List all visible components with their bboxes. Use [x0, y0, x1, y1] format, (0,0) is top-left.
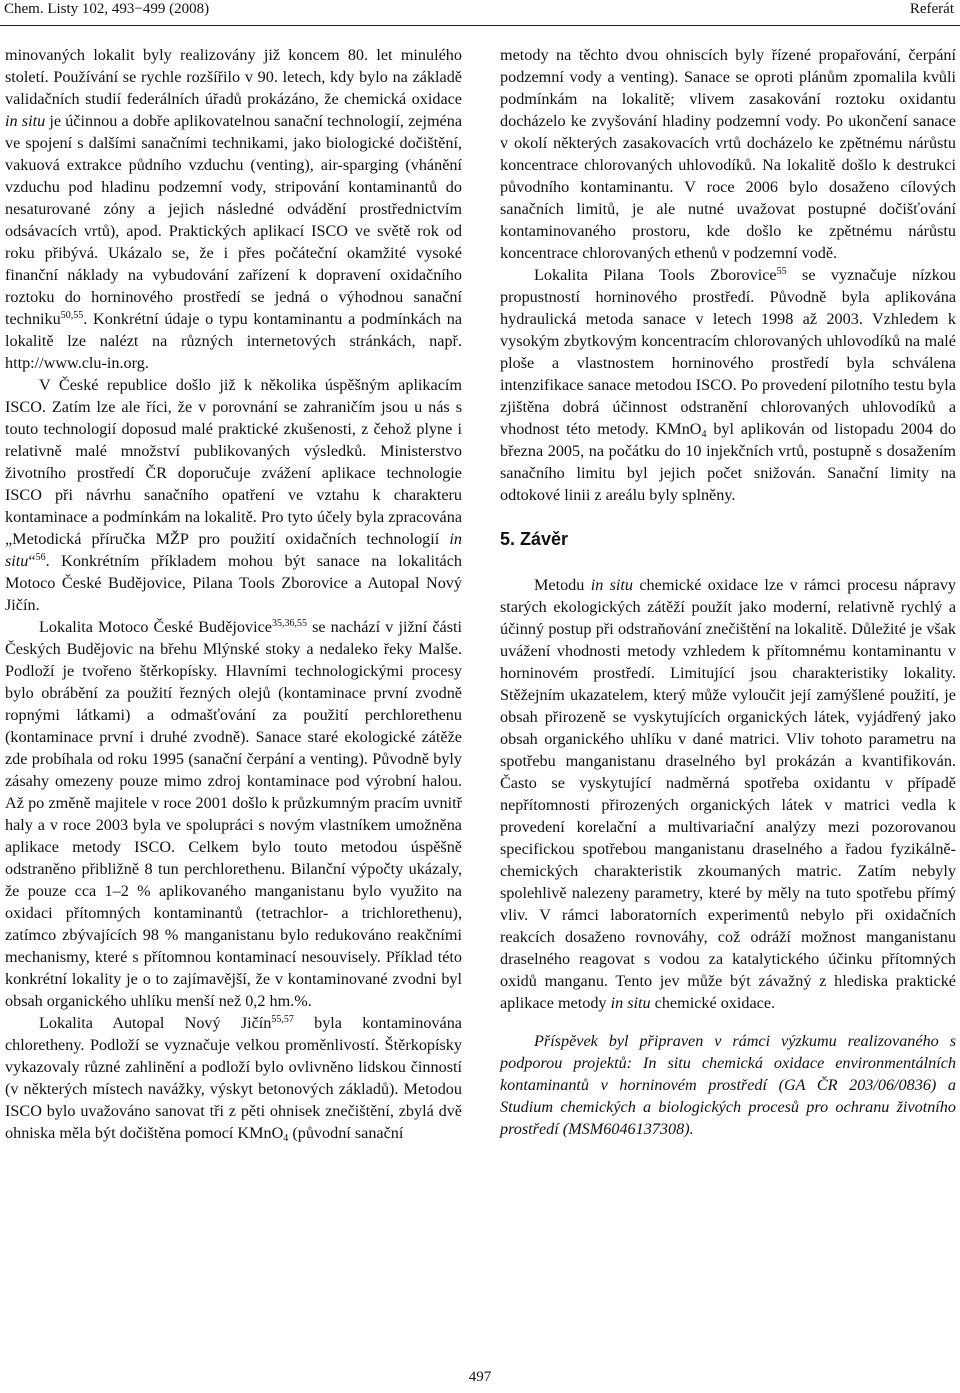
- paragraph: Lokalita Motoco České Budějovice$^{35,36,55}$ se nachází v jižní části Českých Budějovic na břehu Mlýnské stoky a nedaleko řeky Malše. Podloží je tvořeno štěrkopísky. Hlavními technologickými procesy bylo obrábění za použití řezných olejů (kontaminace první zvodně ropnými látkami) a odmašťování za použití perchlorethenu (kontaminace první i druhé zvodně). Sanace staré ekologické zátěže zde probíhala od roku 1995 (sanační čerpání a venting). Původně byly zásahy omezeny pouze mimo zdroj kontaminace pod výrobní halou. Až po změně majitele v roce 2001 došlo k průzkumným pracím uvnitř haly a v roce 2003 byla ve spolupráci s novým vlastníkem umožněna aplikace metody ISCO. Celkem bylo touto metodou úspěšně odstraněno přibližně 8 tun perchlorethenu. Bilanční výpočty ukázaly, že pouze cca 1–2 % aplikovaného manganistanu bylo využito na oxidaci přítomných kontaminantů (tetrachlor- a trichlorethenu), zatímco zbývajících 98 % manganistanu bylo redukováno reakčními mechanismy, které s přítomnou kontaminací nesouvisely. Příklad této konkrétní lokality je o to zajímavější, že v kontaminované zvodni byl obsah organického uhlíku menší než 0,2 hm.%.: [5, 618, 463, 1010]
- citation-superscript: 55,57: [271, 1014, 294, 1025]
- page-number: 497: [468, 1369, 492, 1385]
- citation-superscript: 55: [776, 266, 787, 277]
- citation-superscript: 56: [35, 552, 46, 563]
- citation-superscript: 50,55: [60, 310, 84, 321]
- section-heading: 5. Závěr: [500, 529, 569, 549]
- header-rule: [0, 25, 960, 26]
- paragraph: Lokalita Pilana Tools Zborovice$^{55}$ se vyznačuje nízkou propustností horninového prostředí. Původně byla aplikována hydraulická metoda sanace v letech 1998 až 2003. Vzhledem k vysokým zbytkovým koncentracím chlorovaných uhlovodíků na malé ploše a vlastnostem horninového prostředí byla schválena intenzifikace sanace metodou ISCO. Po provedení pilotního testu byla zjištěna dobrá účinnost odstranění chlorovaných uhlovodíků a vhodnost této metody. KMnO$_4$ byl aplikován od listopadu 2004 do března 2005, na počátku do 10 injekčních vrtů, postupně s dosažením sanačního limitu byl jejich počet snižován. Sanační limity na odtokové linii z areálu byly splněny.: [500, 266, 956, 504]
- right-column: [500, 44, 956, 1140]
- journal-citation: Chem. Listy 102, 493−499 (2008): [4, 1, 210, 17]
- section-label: Referát: [909, 1, 954, 17]
- paragraph: Metodu in situ chemické oxidace lze v rámci procesu nápravy starých ekologických zátěží použít jako moderní, relativně rychlý a účinný postup při odstraňování znečištění na lokalitě. Důležité je však uvážení vhodnosti metody vzhledem k přítomnému kontaminantu v horninovém prostředí. Limitující jsou charakteristiky lokality. Stěžejním ukazatelem, který může vyloučit její zamýšlené použití, je obsah přirozeně se vyskytujících organických látek, vyjádřený jako obsah organického uhlíku v dané matrici. Vliv tohoto parametru na spotřebu manganistanu draselného byl prokázán a kvantifikován. Často se vyskytující nadměrná spotřeba oxidantu v případě nepřítomnosti přirozených organických látek v matrici vedla k provedení korelační a multivariační analýzy mezi pozorovanou specifickou spotřebou manganistanu draselného a řadou fyzikálně-chemických charakteristik zkoumaných matric. Zatím nebyly spolehlivě nalezeny parametry, které by měly na tuto spotřebu přímý vliv. V rámci laboratorních experimentů nebylo při oxidačních reakcích dosaženo rovnováhy, což odráží možnost manganistanu draselného reagovat s vodou za katalytického účinku přítomných oxidů manganu. Tento jev může být závažný z hlediska praktické aplikace metody in situ chemické oxidace.: [500, 576, 957, 1012]
- paragraph: metody na těchto dvou ohniscích byly řízené propařování, čerpání podzemní vody a venting). Sanace se oproti plánům zpomalila kvůli podmínkám na lokalitě; vlivem zasakování roztoku oxidantu docházelo ke zvyšování hladiny podzemní vody. Po ukončení sanace v okolí některých zasakovacích vrtů docházelo ke zpětnému nárůstu koncentrace chlorovaných uhlovodíků. Na lokalitě došlo k destrukci původního kontaminantu. V roce 2006 bylo dosaženo cílových sanačních limitů, je ale nutné uvažovat postupné dočišťování kontaminovaného prostoru, kde došlo ke zpětnému nárůstu koncentrace chlorovaných ethenů v podzemní vodě.: [500, 46, 956, 262]
- running-header: [0, 0, 960, 22]
- left-column: [5, 44, 462, 1144]
- acknowledgement: Příspěvek byl připraven v rámci výzkumu realizovaného s podporou projektů: In situ chemická oxidace environmentálních kontaminantů v horninovém prostředí (GA ČR 203/06/0836) a Studium chemických a biologických procesů pro ochranu životního prostředí (MSM6046137308).: [500, 1032, 956, 1138]
- paragraph: Lokalita Autopal Nový Jičín$^{55,57}$ byla kontaminována chloretheny. Podloží se vyznačuje velkou proměnlivostí. Štěrkopísky vykazovaly různé zahlinění a podloží bylo ovlivněno lidskou činností (v některých místech navážky, výskyt betonových základů). Metodou ISCO bylo uvažováno sanovat tři z pěti ohnisek znečištění, zbylá dvě ohniska měla být dočištěna pomocí KMnO$_4$ (původní sanační: [5, 1014, 462, 1144]
- paragraph: minovaných lokalit byly realizovány již koncem 80. let minulého století. Používání se rychle rozšířilo v 90. letech, kdy bylo na základě validačních studií federálních úřadů prokázáno, že chemická oxidace in situ je účinnou a dobře aplikovatelnou sanační technologií, zejména ve spojení s dalšími sanačními technikami, jako biologické dočištění, vakuová extrakce půdního vzduchu (venting), air-sparging (vhánění vzduchu pod hladinu podzemní vody, stripování kontaminantů do nesaturované zóny a jejich následné odvádění prostřednictvím odsávacích vrtů), apod. Praktických aplikací ISCO ve světě rok od roku přibývá. Ukázalo se, že i přes počáteční okamžité vysoké finanční náklady na vybudování zařízení k dopravení oxidačního roztoku do horninového prostředí se jedná o výhodnou sanační techniku$^{50,55}$. Konkrétní údaje o typu kontaminantu a podmínkách na lokalitě lze nalézt na různých internetových stránkách, např. http://www.clu-in.org.: [5, 46, 462, 372]
- paragraph: V České republice došlo již k několika úspěšným aplikacím ISCO. Zatím lze ale říci, že v porovnání se zahraničím jsou u nás s touto technologií doposud malé praktické zkušenosti, z čehož plyne i relativně malé množství publikovaných výsledků. Ministerstvo životního prostředí ČR doporučuje zvážení aplikace technologie ISCO při návrhu sanačního opatření ve vztahu k charakteru kontaminace a podmínkám na lokalitě. Pro tyto účely byla zpracována „Metodická příručka MŽP pro použití oxidačních technologií in situ“$^{56}$. Konkrétním příkladem mohou být sanace na lokalitách Motoco České Budějovice, Pilana Tools Zborovice a Autopal Nový Jičín.: [5, 376, 462, 614]
- citation-superscript: 35,36,55: [271, 618, 307, 629]
